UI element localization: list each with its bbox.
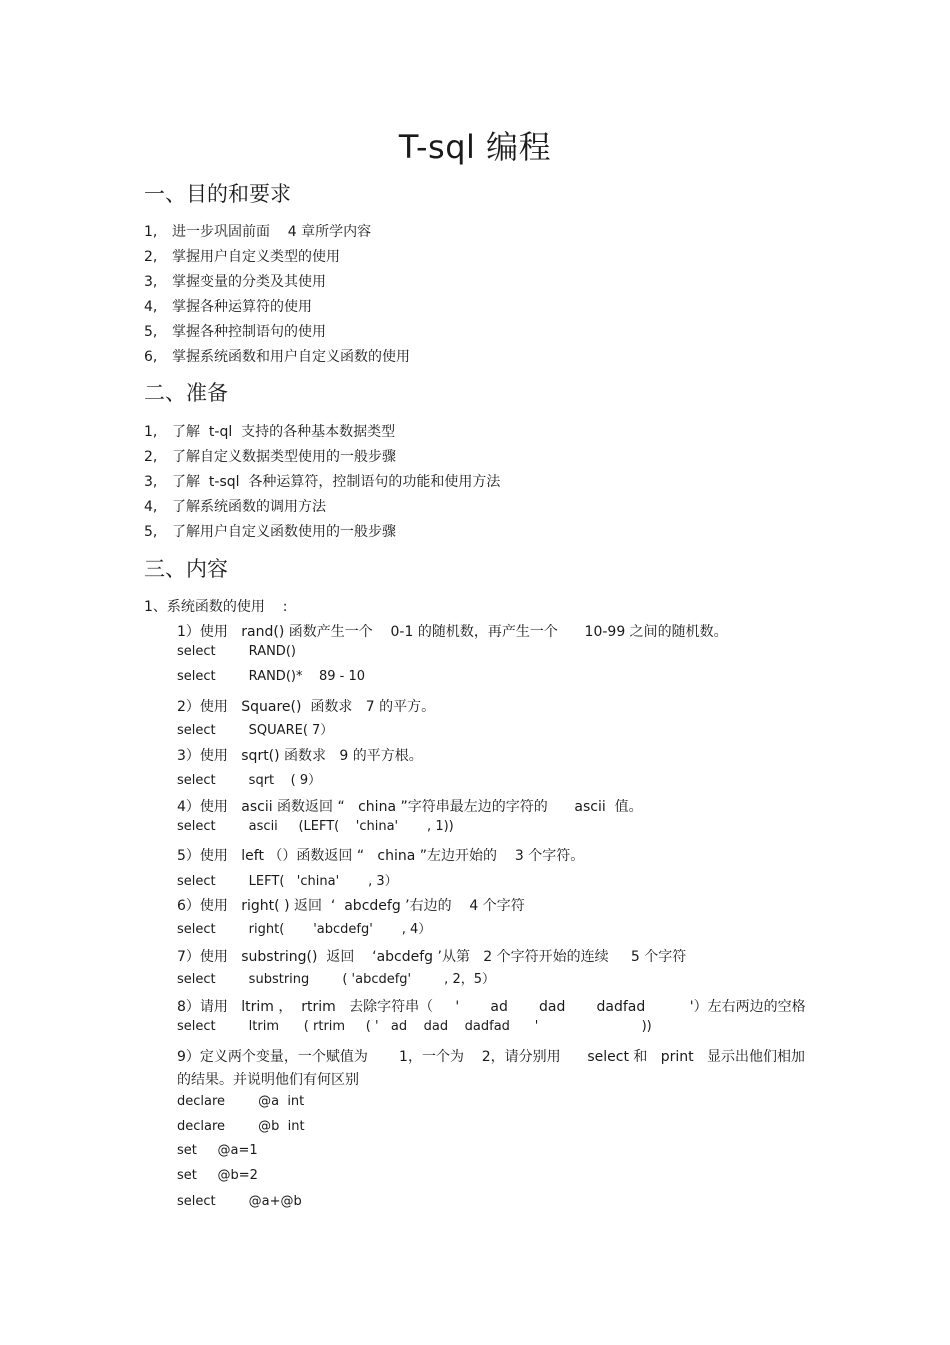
section-heading-purpose: 一、目的和要求 xyxy=(144,182,291,206)
code-line: select ascii (LEFT( 'china' , 1)) xyxy=(177,819,454,834)
code-line: declare @b int xyxy=(177,1119,305,1134)
code-line: select LEFT( 'china' , 3） xyxy=(177,874,398,889)
exercise-text: 1）使用 rand() 函数产生一个 0-1 的随机数，再产生一个 10-99 之间的随机数。 xyxy=(177,624,728,640)
list-item xyxy=(144,246,340,266)
list-item xyxy=(144,521,396,541)
list-item xyxy=(144,446,396,466)
section-heading-content: 三、内容 xyxy=(144,557,228,581)
document-title: T-sql 编程 xyxy=(398,128,552,166)
exercise-text: 2）使用 Square() 函数求 7 的平方。 xyxy=(177,699,436,715)
list-item-text: 掌握变量的分类及其使用 xyxy=(172,274,326,290)
list-item-number: 1, xyxy=(144,224,158,240)
code-line: select substring ( 'abcdefg' , 2，5） xyxy=(177,972,495,987)
section-heading-preparation: 二、准备 xyxy=(144,381,228,405)
list-item xyxy=(144,421,395,441)
list-item xyxy=(144,271,326,291)
list-item-number: 6, xyxy=(144,349,158,365)
list-item xyxy=(144,221,371,241)
exercise-text: 的结果。并说明他们有何区别 xyxy=(177,1072,359,1088)
list-item-text: 掌握各种控制语句的使用 xyxy=(172,324,326,340)
code-line: select sqrt ( 9） xyxy=(177,773,322,788)
list-item-text: 了解 t-ql 支持的各种基本数据类型 xyxy=(172,424,396,440)
list-item xyxy=(144,496,326,516)
list-item xyxy=(144,321,326,341)
code-line: select SQUARE( 7） xyxy=(177,723,334,738)
list-item-number: 2, xyxy=(144,249,158,265)
code-line: select right( 'abcdefg' , 4） xyxy=(177,922,432,937)
exercise-text: 9）定义两个变量，一个赋值为 1，一个为 2，请分别用 select 和 print 显示出他们相加 xyxy=(177,1049,806,1065)
list-item-number: 1, xyxy=(144,424,158,440)
code-line: select RAND()* 89 - 10 xyxy=(177,669,366,684)
exercise-text: 7）使用 substring() 返回 ‘abcdefg ’从第 2 个字符开始的连续 5 个字符 xyxy=(177,949,687,965)
list-item-text: 了解用户自定义函数使用的一般步骤 xyxy=(172,524,396,540)
exercise-text: 3）使用 sqrt() 函数求 9 的平方根。 xyxy=(177,748,423,764)
list-item-text: 了解系统函数的调用方法 xyxy=(172,499,326,515)
list-item-text: 了解自定义数据类型使用的一般步骤 xyxy=(172,449,396,465)
code-line: declare @a int xyxy=(177,1094,305,1109)
list-item-number: 3, xyxy=(144,474,158,490)
subsection-heading: 1、系统函数的使用 : xyxy=(144,599,288,615)
list-item xyxy=(144,471,500,491)
exercise-text: 5）使用 left （）函数返回 “ china ”左边开始的 3 个字符。 xyxy=(177,848,585,864)
list-item xyxy=(144,296,312,316)
list-item-number: 4, xyxy=(144,499,158,515)
list-item-number: 5, xyxy=(144,324,158,340)
code-line: select ltrim ( rtrim ( ' ad dad dadfad ' )) xyxy=(177,1019,652,1034)
code-line: set @a=1 xyxy=(177,1143,258,1158)
list-item-number: 4, xyxy=(144,299,158,315)
list-item-text: 掌握各种运算符的使用 xyxy=(172,299,312,315)
list-item xyxy=(144,346,410,366)
list-item-text: 了解 t-sql 各种运算符，控制语句的功能和使用方法 xyxy=(172,474,501,490)
code-line: set @b=2 xyxy=(177,1168,258,1183)
exercise-text: 6）使用 right( ) 返回 ‘ abcdefg ’右边的 4 个字符 xyxy=(177,898,525,914)
list-item-text: 掌握系统函数和用户自定义函数的使用 xyxy=(172,349,410,365)
list-item-text: 掌握用户自定义类型的使用 xyxy=(172,249,340,265)
list-item-number: 3, xyxy=(144,274,158,290)
list-item-number: 2, xyxy=(144,449,158,465)
code-line: select RAND() xyxy=(177,644,296,659)
exercise-text: 4）使用 ascii 函数返回 “ china ”字符串最左边的字符的 ascii 值。 xyxy=(177,799,643,815)
list-item-text: 进一步巩固前面 4 章所学内容 xyxy=(172,224,372,240)
exercise-text: 8）请用 ltrim ， rtrim 去除字符串（ ' ad dad dadfad '）左右两边的空格 xyxy=(177,999,806,1015)
list-item-number: 5, xyxy=(144,524,158,540)
code-line: select @a+@b xyxy=(177,1194,302,1209)
